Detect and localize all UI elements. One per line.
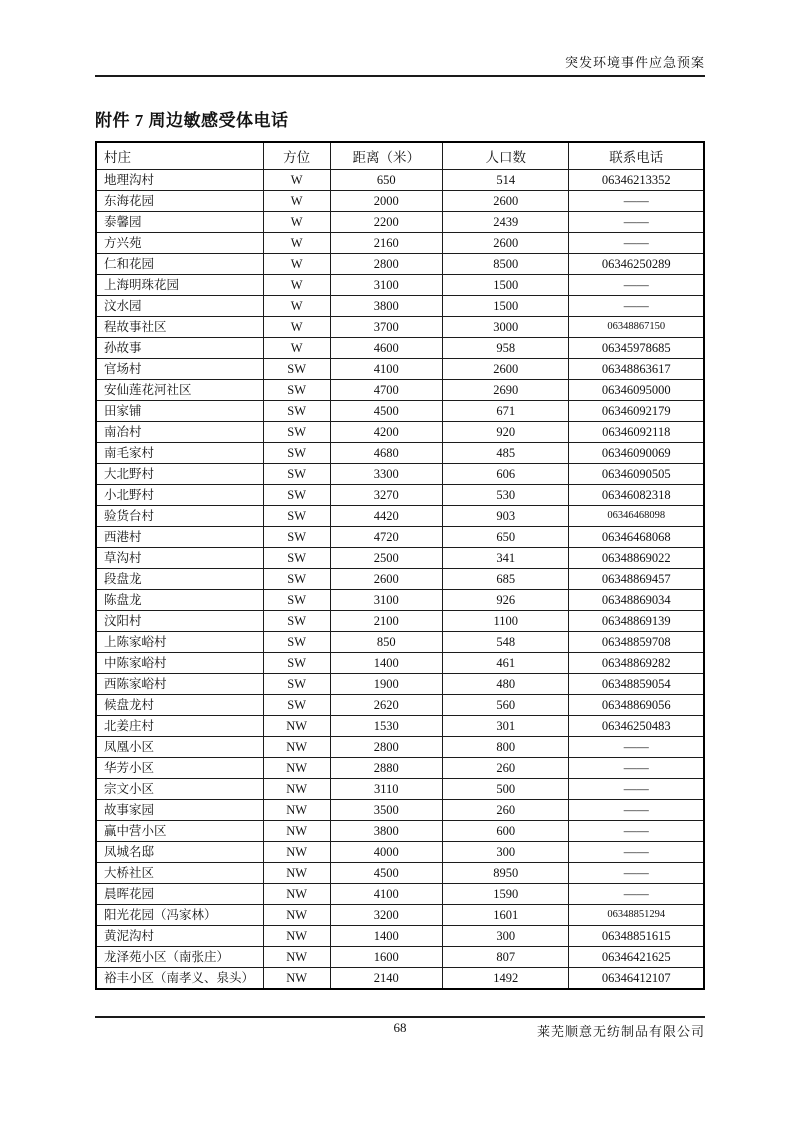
table-body [96, 170, 704, 990]
distance-cell: 2200 [330, 212, 442, 233]
phone-cell: 06346468098 [569, 506, 704, 527]
village-cell: 故事家园 [96, 800, 263, 821]
direction-cell: SW [263, 632, 330, 653]
direction-cell: NW [263, 842, 330, 863]
distance-cell: 4500 [330, 401, 442, 422]
phone-cell: —— [569, 212, 704, 233]
direction-cell: SW [263, 695, 330, 716]
direction-cell: NW [263, 821, 330, 842]
phone-cell: 06348869457 [569, 569, 704, 590]
population-cell: 301 [443, 716, 569, 737]
village-cell: 汶水园 [96, 296, 263, 317]
table-row [96, 947, 704, 968]
table-row [96, 758, 704, 779]
phone-cell: —— [569, 863, 704, 884]
column-header-distance: 距离（米） [330, 142, 442, 170]
population-cell: 480 [443, 674, 569, 695]
phone-cell: 06348867150 [569, 317, 704, 338]
population-cell: 485 [443, 443, 569, 464]
population-cell: 2600 [443, 191, 569, 212]
village-cell: 泰馨园 [96, 212, 263, 233]
direction-cell: SW [263, 653, 330, 674]
distance-cell: 4420 [330, 506, 442, 527]
population-cell: 671 [443, 401, 569, 422]
village-cell: 北姜庄村 [96, 716, 263, 737]
population-cell: 2439 [443, 212, 569, 233]
distance-cell: 4680 [330, 443, 442, 464]
direction-cell: SW [263, 422, 330, 443]
phone-cell: 06348851615 [569, 926, 704, 947]
distance-cell: 1600 [330, 947, 442, 968]
phone-cell: 06346250289 [569, 254, 704, 275]
distance-cell: 650 [330, 170, 442, 191]
table-row [96, 779, 704, 800]
column-header-population: 人口数 [443, 142, 569, 170]
population-cell: 606 [443, 464, 569, 485]
distance-cell: 1400 [330, 653, 442, 674]
phone-cell: 06346082318 [569, 485, 704, 506]
table-row [96, 254, 704, 275]
population-cell: 903 [443, 506, 569, 527]
direction-cell: W [263, 317, 330, 338]
population-cell: 650 [443, 527, 569, 548]
village-cell: 东海花园 [96, 191, 263, 212]
table-row [96, 884, 704, 905]
direction-cell: SW [263, 569, 330, 590]
direction-cell: NW [263, 947, 330, 968]
direction-cell: NW [263, 905, 330, 926]
table-row [96, 296, 704, 317]
distance-cell: 4700 [330, 380, 442, 401]
distance-cell: 2600 [330, 569, 442, 590]
village-cell: 中陈家峪村 [96, 653, 263, 674]
village-cell: 草沟村 [96, 548, 263, 569]
village-cell: 南毛家村 [96, 443, 263, 464]
distance-cell: 4100 [330, 884, 442, 905]
direction-cell: SW [263, 359, 330, 380]
table-row [96, 968, 704, 990]
distance-cell: 4600 [330, 338, 442, 359]
phone-cell: 06348859708 [569, 632, 704, 653]
phone-cell: —— [569, 275, 704, 296]
distance-cell: 3200 [330, 905, 442, 926]
direction-cell: SW [263, 401, 330, 422]
population-cell: 2690 [443, 380, 569, 401]
direction-cell: NW [263, 716, 330, 737]
table-header [96, 142, 704, 170]
table-row [96, 485, 704, 506]
village-cell: 赢中营小区 [96, 821, 263, 842]
table-row [96, 422, 704, 443]
phone-cell: —— [569, 191, 704, 212]
phone-cell: 06348869282 [569, 653, 704, 674]
table-row [96, 317, 704, 338]
distance-cell: 3800 [330, 296, 442, 317]
phone-cell: 06346090505 [569, 464, 704, 485]
population-cell: 500 [443, 779, 569, 800]
population-cell: 514 [443, 170, 569, 191]
table-row [96, 653, 704, 674]
distance-cell: 3100 [330, 590, 442, 611]
village-cell: 晨晖花园 [96, 884, 263, 905]
table-row [96, 506, 704, 527]
direction-cell: SW [263, 485, 330, 506]
village-cell: 西港村 [96, 527, 263, 548]
phone-cell: 06348869022 [569, 548, 704, 569]
distance-cell: 2160 [330, 233, 442, 254]
population-cell: 800 [443, 737, 569, 758]
phone-cell: 06348859054 [569, 674, 704, 695]
population-cell: 2600 [443, 359, 569, 380]
distance-cell: 1530 [330, 716, 442, 737]
distance-cell: 3270 [330, 485, 442, 506]
running-header-text: 突发环境事件应急预案 [564, 55, 705, 70]
phone-cell: —— [569, 779, 704, 800]
table-row [96, 443, 704, 464]
phone-cell: 06348851294 [569, 905, 704, 926]
phone-cell: 06346468068 [569, 527, 704, 548]
table-row [96, 842, 704, 863]
village-cell: 验货台村 [96, 506, 263, 527]
village-cell: 龙泽苑小区（南张庄） [96, 947, 263, 968]
village-cell: 凤城名邸 [96, 842, 263, 863]
page-content [95, 0, 705, 1040]
distance-cell: 2100 [330, 611, 442, 632]
direction-cell: SW [263, 443, 330, 464]
village-cell: 裕丰小区（南孝义、泉头） [96, 968, 263, 990]
village-cell: 候盘龙村 [96, 695, 263, 716]
direction-cell: W [263, 275, 330, 296]
page-number: 68 [393, 1020, 407, 1035]
population-cell: 1500 [443, 296, 569, 317]
direction-cell: SW [263, 611, 330, 632]
distance-cell: 4720 [330, 527, 442, 548]
table-row [96, 401, 704, 422]
column-header-village: 村庄 [96, 142, 263, 170]
village-cell: 黄泥沟村 [96, 926, 263, 947]
population-cell: 530 [443, 485, 569, 506]
direction-cell: W [263, 338, 330, 359]
column-header-phone: 联系电话 [569, 142, 704, 170]
population-cell: 8500 [443, 254, 569, 275]
running-header [95, 0, 705, 77]
village-cell: 段盘龙 [96, 569, 263, 590]
village-cell: 地理沟村 [96, 170, 263, 191]
distance-cell: 1900 [330, 674, 442, 695]
direction-cell: SW [263, 548, 330, 569]
direction-cell: W [263, 212, 330, 233]
direction-cell: SW [263, 527, 330, 548]
population-cell: 1601 [443, 905, 569, 926]
phone-cell: —— [569, 800, 704, 821]
distance-cell: 2880 [330, 758, 442, 779]
direction-cell: W [263, 170, 330, 191]
distance-cell: 2000 [330, 191, 442, 212]
population-cell: 807 [443, 947, 569, 968]
village-cell: 方兴苑 [96, 233, 263, 254]
phone-cell: 06346421625 [569, 947, 704, 968]
direction-cell: SW [263, 380, 330, 401]
population-cell: 1500 [443, 275, 569, 296]
table-row [96, 569, 704, 590]
phone-cell: —— [569, 296, 704, 317]
village-cell: 凤凰小区 [96, 737, 263, 758]
direction-cell: NW [263, 884, 330, 905]
village-cell: 官场村 [96, 359, 263, 380]
table-row [96, 926, 704, 947]
phone-cell: 06346250483 [569, 716, 704, 737]
page-footer [95, 1016, 705, 1040]
population-cell: 341 [443, 548, 569, 569]
phone-cell: 06346092118 [569, 422, 704, 443]
population-cell: 260 [443, 758, 569, 779]
distance-cell: 1400 [330, 926, 442, 947]
population-cell: 3000 [443, 317, 569, 338]
phone-cell: —— [569, 821, 704, 842]
population-cell: 920 [443, 422, 569, 443]
direction-cell: NW [263, 779, 330, 800]
direction-cell: NW [263, 800, 330, 821]
table-row [96, 695, 704, 716]
population-cell: 300 [443, 926, 569, 947]
direction-cell: W [263, 254, 330, 275]
distance-cell: 850 [330, 632, 442, 653]
phone-cell: 06346412107 [569, 968, 704, 990]
direction-cell: NW [263, 737, 330, 758]
population-cell: 600 [443, 821, 569, 842]
village-cell: 上海明珠花园 [96, 275, 263, 296]
population-cell: 1492 [443, 968, 569, 990]
direction-cell: W [263, 296, 330, 317]
table-row [96, 590, 704, 611]
table-row [96, 800, 704, 821]
table-row [96, 275, 704, 296]
direction-cell: SW [263, 590, 330, 611]
population-cell: 685 [443, 569, 569, 590]
distance-cell: 4500 [330, 863, 442, 884]
village-cell: 大桥社区 [96, 863, 263, 884]
phone-cell: 06346092179 [569, 401, 704, 422]
phone-cell: —— [569, 884, 704, 905]
population-cell: 461 [443, 653, 569, 674]
direction-cell: SW [263, 464, 330, 485]
population-cell: 8950 [443, 863, 569, 884]
phone-cell: 06346095000 [569, 380, 704, 401]
distance-cell: 2140 [330, 968, 442, 990]
village-cell: 孙故事 [96, 338, 263, 359]
phone-cell: 06348869139 [569, 611, 704, 632]
direction-cell: W [263, 191, 330, 212]
population-cell: 560 [443, 695, 569, 716]
village-cell: 小北野村 [96, 485, 263, 506]
village-cell: 程故事社区 [96, 317, 263, 338]
population-cell: 260 [443, 800, 569, 821]
village-cell: 汶阳村 [96, 611, 263, 632]
table-row [96, 212, 704, 233]
distance-cell: 2620 [330, 695, 442, 716]
table-row [96, 821, 704, 842]
phone-cell: —— [569, 758, 704, 779]
direction-cell: NW [263, 968, 330, 990]
table-header-row [96, 142, 704, 170]
phone-cell: —— [569, 233, 704, 254]
table-row [96, 716, 704, 737]
population-cell: 2600 [443, 233, 569, 254]
attachment-title: 附件 7 周边敏感受体电话 [95, 111, 289, 130]
table-row [96, 191, 704, 212]
phone-cell: 06346090069 [569, 443, 704, 464]
table-row [96, 338, 704, 359]
village-cell: 阳光花园（冯家林） [96, 905, 263, 926]
distance-cell: 3700 [330, 317, 442, 338]
distance-cell: 3300 [330, 464, 442, 485]
population-cell: 1590 [443, 884, 569, 905]
village-cell: 安仙莲花河社区 [96, 380, 263, 401]
table-row [96, 464, 704, 485]
village-cell: 西陈家峪村 [96, 674, 263, 695]
phone-cell: 06348869034 [569, 590, 704, 611]
table-row [96, 359, 704, 380]
direction-cell: NW [263, 863, 330, 884]
distance-cell: 4100 [330, 359, 442, 380]
population-cell: 1100 [443, 611, 569, 632]
direction-cell: NW [263, 926, 330, 947]
direction-cell: SW [263, 674, 330, 695]
phone-cell: —— [569, 737, 704, 758]
direction-cell: W [263, 233, 330, 254]
village-cell: 宗文小区 [96, 779, 263, 800]
sensitive-receptor-phone-table [95, 141, 705, 990]
distance-cell: 3500 [330, 800, 442, 821]
table-row [96, 905, 704, 926]
distance-cell: 2500 [330, 548, 442, 569]
table-row [96, 527, 704, 548]
population-cell: 548 [443, 632, 569, 653]
distance-cell: 3100 [330, 275, 442, 296]
table-row [96, 548, 704, 569]
phone-cell: —— [569, 842, 704, 863]
distance-cell: 3800 [330, 821, 442, 842]
distance-cell: 4000 [330, 842, 442, 863]
population-cell: 958 [443, 338, 569, 359]
phone-cell: 06348869056 [569, 695, 704, 716]
table-row [96, 611, 704, 632]
table-row [96, 737, 704, 758]
village-cell: 上陈家峪村 [96, 632, 263, 653]
phone-cell: 06346213352 [569, 170, 704, 191]
phone-cell: 06345978685 [569, 338, 704, 359]
village-cell: 陈盘龙 [96, 590, 263, 611]
column-header-direction: 方位 [263, 142, 330, 170]
direction-cell: SW [263, 506, 330, 527]
table-row [96, 380, 704, 401]
village-cell: 南冶村 [96, 422, 263, 443]
table-row [96, 863, 704, 884]
distance-cell: 3110 [330, 779, 442, 800]
distance-cell: 2800 [330, 737, 442, 758]
village-cell: 田家铺 [96, 401, 263, 422]
population-cell: 300 [443, 842, 569, 863]
village-cell: 仁和花园 [96, 254, 263, 275]
table-row [96, 170, 704, 191]
distance-cell: 4200 [330, 422, 442, 443]
phone-cell: 06348863617 [569, 359, 704, 380]
footer-company-name: 莱芜顺意无纺制品有限公司 [536, 1024, 705, 1039]
table-row [96, 674, 704, 695]
direction-cell: NW [263, 758, 330, 779]
table-row [96, 233, 704, 254]
village-cell: 华芳小区 [96, 758, 263, 779]
table-row [96, 632, 704, 653]
village-cell: 大北野村 [96, 464, 263, 485]
population-cell: 926 [443, 590, 569, 611]
distance-cell: 2800 [330, 254, 442, 275]
